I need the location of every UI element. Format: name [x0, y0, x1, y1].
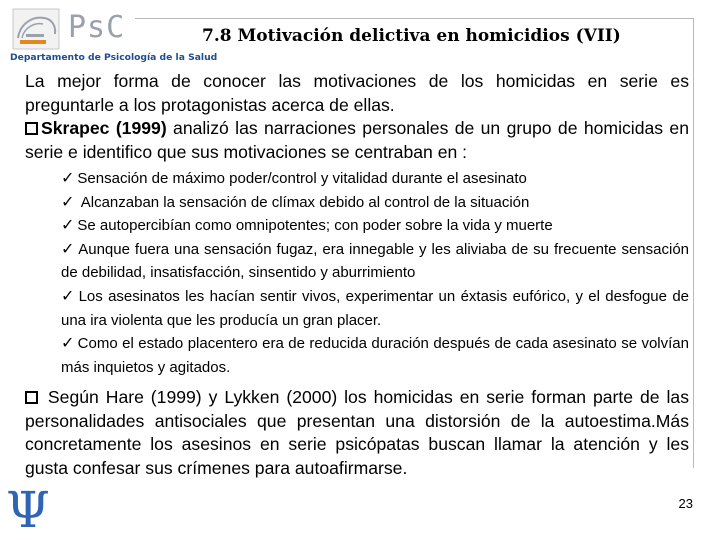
checkmark-icon: ✓ [61, 193, 75, 211]
brain-outline-icon [12, 8, 60, 54]
checkmark-icon: ✓ [61, 240, 76, 258]
list-item-text: Se autopercibían como omnipotentes; con poder sobre la vida y muerte [77, 217, 553, 235]
square-bullet-icon [25, 391, 38, 404]
frame-line-right [693, 18, 694, 468]
list-item [61, 332, 689, 379]
list-item [61, 285, 689, 332]
square-bullet-icon [25, 122, 38, 135]
bullet-hare-lykken [25, 386, 689, 480]
list-item-text: Los asesinatos les hacían sentir vivos, experimentar un éxtasis eufórico, y el desfogue de una ira violenta que les producía un gran placer. [61, 287, 690, 329]
list-item-text: Sensación de máximo poder/control y vitalidad durante el asesinato [77, 170, 527, 187]
list-item-text: Alcanzaban la sensación de clímax debido al control de la situación [77, 193, 530, 211]
checkmark-icon: ✓ [61, 170, 75, 187]
psi-logo-icon: Ψ [6, 481, 50, 539]
list-item [61, 214, 689, 238]
list-item [61, 167, 689, 191]
motivations-list [61, 167, 689, 379]
slide-title: 7.8 Motivación delictiva en homicidios (VII) [202, 26, 621, 46]
bullet-text: Según Hare (1999) y Lykken (2000) los homicidas en serie forman parte de las personalidades antisociales que presentan una distorsión de la autoestima.Más concretamente los asesinos en serie psicópatas buscan llamar la atención y les gusta confesar sus crímenes para autoafirmarse. [25, 387, 689, 478]
checkmark-icon: ✓ [61, 217, 75, 235]
list-item [61, 191, 689, 215]
department-name: Departamento de Psicología de la Salud [10, 52, 218, 63]
psc-logo [8, 8, 218, 66]
slide-content [25, 70, 689, 480]
intro-paragraph: La mejor forma de conocer las motivaciones de los homicidas en serie es preguntarle a los protagonistas acerca de ellas. [25, 71, 689, 115]
checkmark-icon: ✓ [61, 287, 76, 305]
frame-line-top [135, 18, 693, 19]
bullet-text: analizó las narraciones personales de un grupo de homicidas en serie e identifico que sus motivaciones se centraban en : [25, 118, 689, 162]
bullet-author: Skrapec (1999) [41, 118, 167, 138]
bullet-skrapec [25, 117, 689, 164]
list-item-text: Aunque fuera una sensación fugaz, era innegable y les aliviaba de su frecuente sensación de debilidad, insatisfacción, sinsentido y aburrimiento [61, 240, 690, 282]
logo-text: PsC [68, 10, 126, 45]
list-item [61, 238, 689, 285]
list-item-text: Como el estado placentero era de reducida duración después de cada asesinato se volvían más inquietos y agitados. [61, 335, 689, 376]
checkmark-icon: ✓ [61, 335, 75, 353]
page-number: 23 [678, 496, 693, 511]
